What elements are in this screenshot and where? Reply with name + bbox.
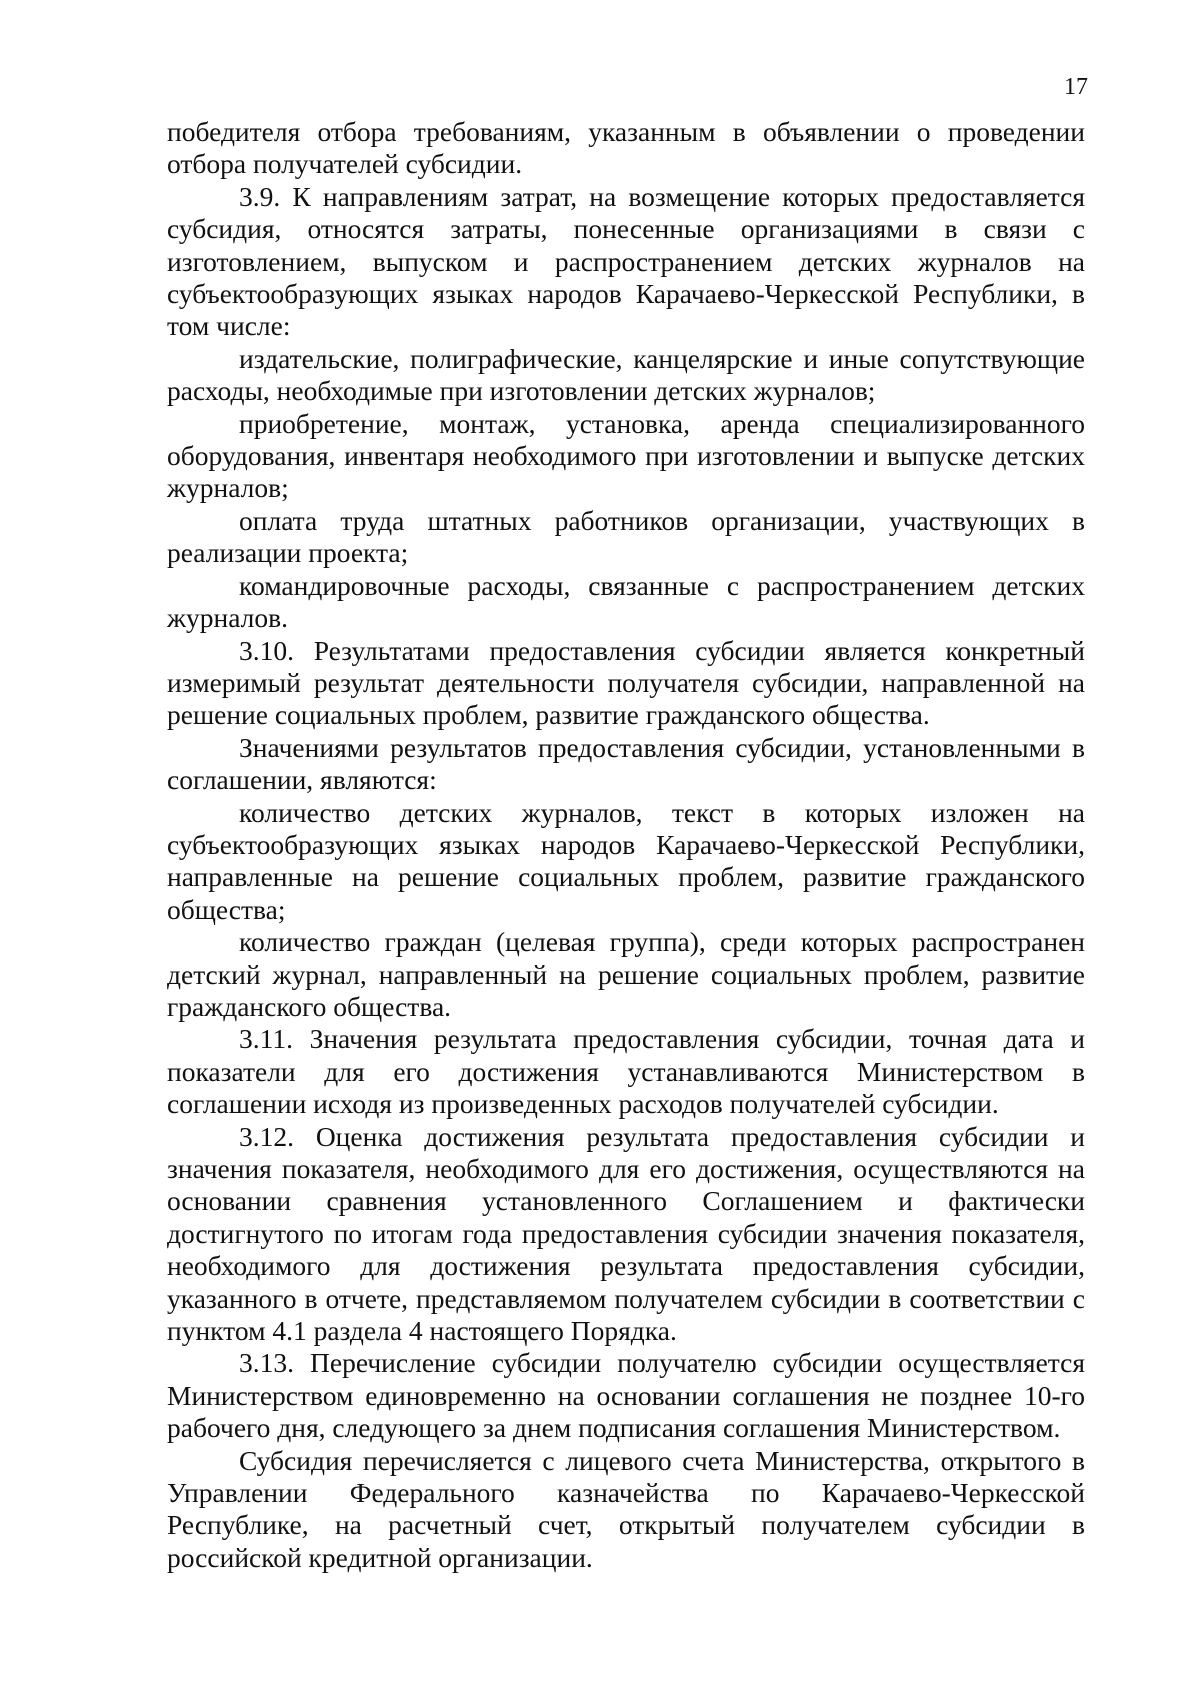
list-item-journal-count: количество детских журналов, текст в которых изложен на субъектообразующих языках народов Карачаево-Черкесской Республики, направленные на решение социальных проблем, развитие гражданского общества; <box>167 796 1085 925</box>
list-item-travel-expenses: командировочные расходы, связанные с распространением детских журналов. <box>167 569 1085 634</box>
paragraph-continuation: победителя отбора требованиям, указанным в объявлении о проведении отбора получателей субсидии. <box>167 116 1085 180</box>
paragraph-3-13: 3.13. Перечисление субсидии получателю субсидии осуществляется Министерством единовременно на основании соглашения не позднее 10-го рабочего дня, следующего за днем подписания соглашения Министерством. <box>167 1347 1085 1444</box>
paragraph-result-values: Значениями результатов предоставления субсидии, установленными в соглашении, являются: <box>167 731 1085 796</box>
list-item-publishing-expenses: издательские, полиграфические, канцелярские и иные сопутствующие расходы, необходимые при изготовлении детских журналов; <box>167 342 1085 407</box>
list-item-citizen-count: количество граждан (целевая группа), среди которых распространен детский журнал, направленный на решение социальных проблем, развитие гражданского общества. <box>167 926 1085 1022</box>
list-item-staff-salary: оплата труда штатных работников организации, участвующих в реализации проекта; <box>167 504 1085 569</box>
list-item-equipment: приобретение, монтаж, установка, аренда специализированного оборудования, инвентаря необходимого при изготовлении и выпуске детских журналов; <box>167 407 1085 504</box>
paragraph-3-12: 3.12. Оценка достижения результата предоставления субсидии и значения показателя, необходимого для его достижения, осуществляются на основании сравнения установленного Соглашением и фактически достигнутого по итогам года предоставления субсидии значения показателя, необходимого для достижения результата предоставления субсидии, указанного в отчете, представляемом получателем субсидии в соответствии с пунктом 4.1 раздела 4 настоящего Порядка. <box>167 1120 1085 1347</box>
page-number: 17 <box>1064 74 1088 100</box>
paragraph-3-11: 3.11. Значения результата предоставления субсидии, точная дата и показатели для его достижения устанавливаются Министерством в соглашении исходя из произведенных расходов получателей субсидии. <box>167 1023 1085 1120</box>
paragraph-subsidy-transfer: Субсидия перечисляется с лицевого счета Министерства, открытого в Управлении Федерального казначейства по Карачаево-Черкесской Республике, на расчетный счет, открытый получателем субсидии в российской кредитной организации. <box>167 1444 1085 1573</box>
paragraph-3-9: 3.9. К направлениям затрат, на возмещение которых предоставляется субсидия, относятся затраты, понесенные организациями в связи с изготовлением, выпуском и распространением детских журналов на субъектообразующих языках народов Карачаево-Черкесской Республики, в том числе: <box>167 180 1085 342</box>
paragraph-3-10: 3.10. Результатами предоставления субсидии является конкретный измеримый результат деятельности получателя субсидии, направленной на решение социальных проблем, развитие гражданского общества. <box>167 634 1085 731</box>
document-body <box>167 116 1085 1574</box>
